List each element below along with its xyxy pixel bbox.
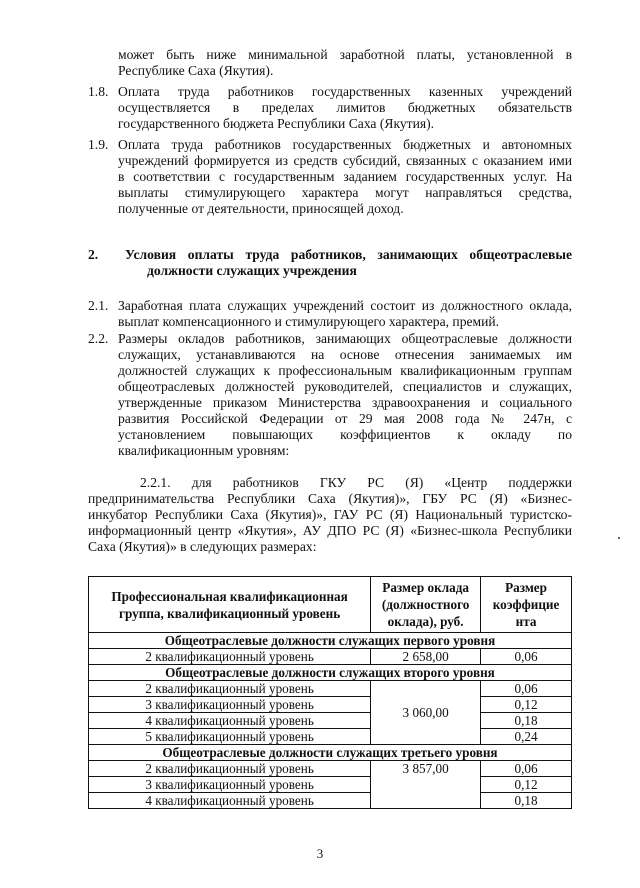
paragraph-line: утвержденные приказом Министерства здравоохранения и социального (118, 395, 572, 410)
group-title: Общеотраслевые должности служащих второго уровня (89, 665, 572, 681)
item-number-2-2: 2.2. (88, 331, 109, 346)
level-cell: 2 квалификационный уровень (89, 761, 371, 777)
paragraph-line: служащих, устанавливаются на основе отнесения занимаемых им (118, 347, 572, 362)
column-header-coefficient: Размер коэффицие нта (481, 577, 572, 633)
salary-cell: 2 658,00 (371, 649, 481, 665)
scan-speck (618, 537, 620, 539)
column-header-group: Профессиональная квалификационная группа, квалификационный уровень (89, 577, 371, 633)
table-row (89, 761, 572, 777)
paragraph-line: выплаты стимулирующего характера могут направляться средства, (118, 185, 572, 200)
paragraph-line: Заработная плата служащих учреждений состоит из должностного оклада, (118, 298, 572, 313)
paragraph-line: установлением повышающих коэффициентов к окладу по (118, 427, 572, 442)
paragraph-line: общеотраслевых должностей руководителей, специалистов и служащих, (118, 379, 572, 394)
coefficient-cell: 0,06 (481, 761, 572, 777)
group-title: Общеотраслевые должности служащих первого уровня (89, 633, 572, 649)
paragraph-line: предпринимательства Республики Саха (Якутия)», ГБУ РС (Я) «Бизнес- (88, 491, 572, 506)
coefficient-cell: 0,24 (481, 729, 572, 745)
table-row (89, 681, 572, 697)
paragraph-line: Оплата труда работников государственных бюджетных и автономных (118, 137, 572, 152)
paragraph-line: Оплата труда работников государственных казенных учреждений (118, 84, 572, 99)
item-number-1-9: 1.9. (88, 137, 109, 152)
paragraph-line: Размеры окладов работников, занимающих общеотраслевые должности (118, 331, 572, 346)
group-title: Общеотраслевые должности служащих третьего уровня (89, 745, 572, 761)
level-cell: 2 квалификационный уровень (89, 649, 371, 665)
paragraph-line: государственного бюджета Республики Саха (Якутия). (118, 116, 435, 131)
level-cell: 4 квалификационный уровень (89, 713, 371, 729)
section-title: должности служащих учреждения (147, 263, 357, 278)
coefficient-cell: 0,12 (481, 697, 572, 713)
group-row (89, 633, 572, 649)
table-row (89, 777, 572, 793)
paragraph-line: может быть ниже минимальной заработной платы, установленной в (118, 47, 572, 62)
level-cell: 4 квалификационный уровень (89, 793, 371, 809)
group-row (89, 745, 572, 761)
paragraph-line: квалификационным уровням: (118, 443, 290, 458)
paragraph-line: Республике Саха (Якутия). (118, 63, 274, 78)
page-number: 3 (316, 846, 324, 861)
paragraph-line: 2.2.1. для работников ГКУ РС (Я) «Центр поддержки (140, 475, 572, 490)
paragraph-line: развития Российской Федерации от 29 мая 2008 года № 247н, с (118, 411, 572, 426)
paragraph-line: информационный центр «Якутия», АУ ДПО РС (Я) «Бизнес-школа Республики (88, 523, 572, 538)
level-cell: 5 квалификационный уровень (89, 729, 371, 745)
item-number-1-8: 1.8. (88, 84, 109, 99)
coefficient-cell: 0,06 (481, 681, 572, 697)
level-cell: 2 квалификационный уровень (89, 681, 371, 697)
section-title: Условия оплаты труда работников, занимающих общеотраслевые (125, 247, 572, 262)
salary-cell: 3 060,00 (371, 681, 481, 745)
paragraph-line: должностей служащих к профессиональным квалификационным группам (118, 363, 572, 378)
group-row (89, 665, 572, 681)
coefficient-cell: 0,18 (481, 793, 572, 809)
item-number-2-1: 2.1. (88, 298, 109, 313)
coefficient-cell: 0,18 (481, 713, 572, 729)
paragraph-line: выплат компенсационного и стимулирующего характера, премий. (118, 314, 500, 329)
paragraph-line: инкубатор Республики Саха (Якутия)», ГАУ РС (Я) Национальный туристско- (88, 507, 572, 522)
paragraph-line: учреждений формируется из средств субсидий, связанных с оказанием ими (118, 153, 572, 168)
table-row (89, 713, 572, 729)
level-cell: 3 квалификационный уровень (89, 777, 371, 793)
section-number: 2. (88, 247, 99, 262)
table-row (89, 697, 572, 713)
coefficient-cell: 0,06 (481, 649, 572, 665)
paragraph-line: в соответствии с государственным заданием государственных услуг. На (118, 169, 572, 184)
salary-table (88, 576, 572, 809)
paragraph-line: полученные от деятельности, приносящей доход. (118, 201, 404, 216)
table-row (89, 729, 572, 745)
level-cell: 3 квалификационный уровень (89, 697, 371, 713)
table-row (89, 649, 572, 665)
table-row (89, 793, 572, 809)
table-header-row (89, 577, 572, 633)
paragraph-line: осуществляется в пределах лимитов бюджетных обязательств (118, 100, 572, 115)
paragraph-line: Саха (Якутия)» в следующих размерах: (88, 539, 317, 554)
salary-cell: 3 857,00 (371, 761, 481, 809)
coefficient-cell: 0,12 (481, 777, 572, 793)
column-header-salary: Размер оклада (должностного оклада), руб. (371, 577, 481, 633)
